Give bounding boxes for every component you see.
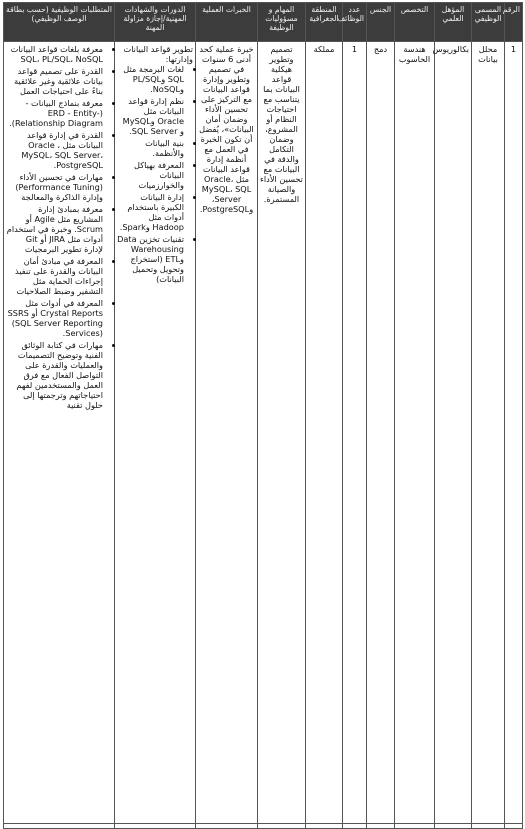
header-no: الرقم [505,3,523,42]
empty-cell [505,824,523,829]
table-row-empty [4,824,523,829]
list-item: • المعرفة بهياكل البيانات والخوارزميات [117,160,184,190]
header-tasks: المهام و مسؤوليات الوظيفة [258,3,306,42]
empty-cell [258,824,306,829]
list-item: • المعرفة في أدوات مثل Crystal Reports أو SSRS (SQL Server Reporting Services). [6,298,103,338]
empty-cell [115,824,196,829]
header-job-title: المسمى الوظيفي [472,3,505,42]
list-item: • المعرفة في مبادئ أمان البيانات والقدرة على تنفيذ إجراءات الحماية مثل التشفير وضبط الصلاحيات [6,256,103,296]
list-item: • نظم إدارة قواعد البيانات مثل Oracle وMySQL و SQL Server. [117,96,184,136]
empty-cell [435,824,472,829]
header-courses: الدورات والشهادات المهنية/إجازة مزاولة المهنة [115,3,196,42]
empty-cell [343,824,367,829]
empty-cell [4,824,115,829]
header-qualification: المؤهل العلمي [435,3,472,42]
job-requirements-table [3,2,523,829]
cell-no: 1 [505,42,523,824]
cell-courses [115,42,196,824]
list-item: • إدارة البيانات الكبيرة باستخدام أدوات مثل Hadoop وSpark. [117,192,184,232]
list-item: • معرفة بنماذج البيانات - (ERD - Entity-Relationship Diagram). [6,98,103,128]
cell-job-title: محلل بيانات [472,42,505,824]
table-row [4,42,523,824]
empty-cell [395,824,435,829]
list-item: • معرفة بلغات قواعد البيانات SQL، PL/SQL، NoSQL [6,44,103,64]
cell-skills [4,42,115,824]
header-skills: المتطلبات الوظيفية (حسب بطاقة الوصف الوظيفي) [4,3,115,42]
cell-region: مملكة [306,42,343,824]
cell-tasks: تصميم وتطوير هيكلية قواعد البيانات بما يتناسب مع احتياجات النظام أو المشروع، وضمان التكامل والدقة في البيانات مع تحسين الأداء والصيانة المستمرة. [258,42,306,824]
courses-list [117,64,193,284]
list-item: • بنية البيانات والأنظمة. [117,138,184,158]
list-item: • مهارات في تحسين الأداء (Performance Tuning) وإدارة الذاكرة والمعالجة [6,172,103,202]
cell-experience: خبرة عملية كحد أدنى 6 سنوات في تصميم وتطوير وإدارة قواعد البيانات مع التركيز على تحسين الأداء وضمان أمان البيانات»، يُفضل أن تكون الخبرة في العمل مع أنظمة إدارة قواعد البيانات مثل Oracle، MySQL، SQL Server، وPostgreSQL. [196,42,258,824]
cell-qualification: بكالوريوس [435,42,472,824]
header-region: المنطقة الجغرافية [306,3,343,42]
list-item: • مهارات في كتابة الوثائق الفنية وتوضيح التصميمات والعمليات والقدرة على التواصل الفعال مع فرق العمل والمستخدمين لفهم احتياجاتهم وترجمتها إلى حلول تقنية [6,340,103,410]
cell-gender: دمج [367,42,395,824]
empty-cell [196,824,258,829]
header-gender: الجنس [367,3,395,42]
list-item: • لغات البرمجة مثل SQL وPL/SQL وNoSQL. [117,64,184,94]
list-item: • القدرة في إدارة قواعد البيانات مثل Oracle ، MySQL، SQL Server، PostgreSQL. [6,130,103,170]
empty-cell [306,824,343,829]
list-item: • القدرة على تصميم قواعد بيانات علائقية وغير علائقية بناءً على احتياجات العمل [6,66,103,96]
cell-num-jobs: 1 [343,42,367,824]
empty-cell [367,824,395,829]
cell-specialization: هندسة الحاسوب [395,42,435,824]
header-experience: الخبرات العملية [196,3,258,42]
list-item: • تقنيات تخزين Data Warehousing وETL (استخراج وتحويل وتحميل البيانات) [117,234,184,284]
header-specialization: التخصص [395,3,435,42]
table-header-row [4,3,523,42]
header-num-jobs: عدد الوظائف [343,3,367,42]
skills-list [6,44,112,410]
courses-intro: تطوير قواعد البيانات وإدارتها: [123,44,193,64]
empty-cell [472,824,505,829]
list-item: • معرفة بمبادئ إدارة المشاريع مثل Agile أو Scrum. وخبرة في استخدام أدوات مثل JIRA أو Git لإدارة تطوير البرمجيات [6,204,103,254]
